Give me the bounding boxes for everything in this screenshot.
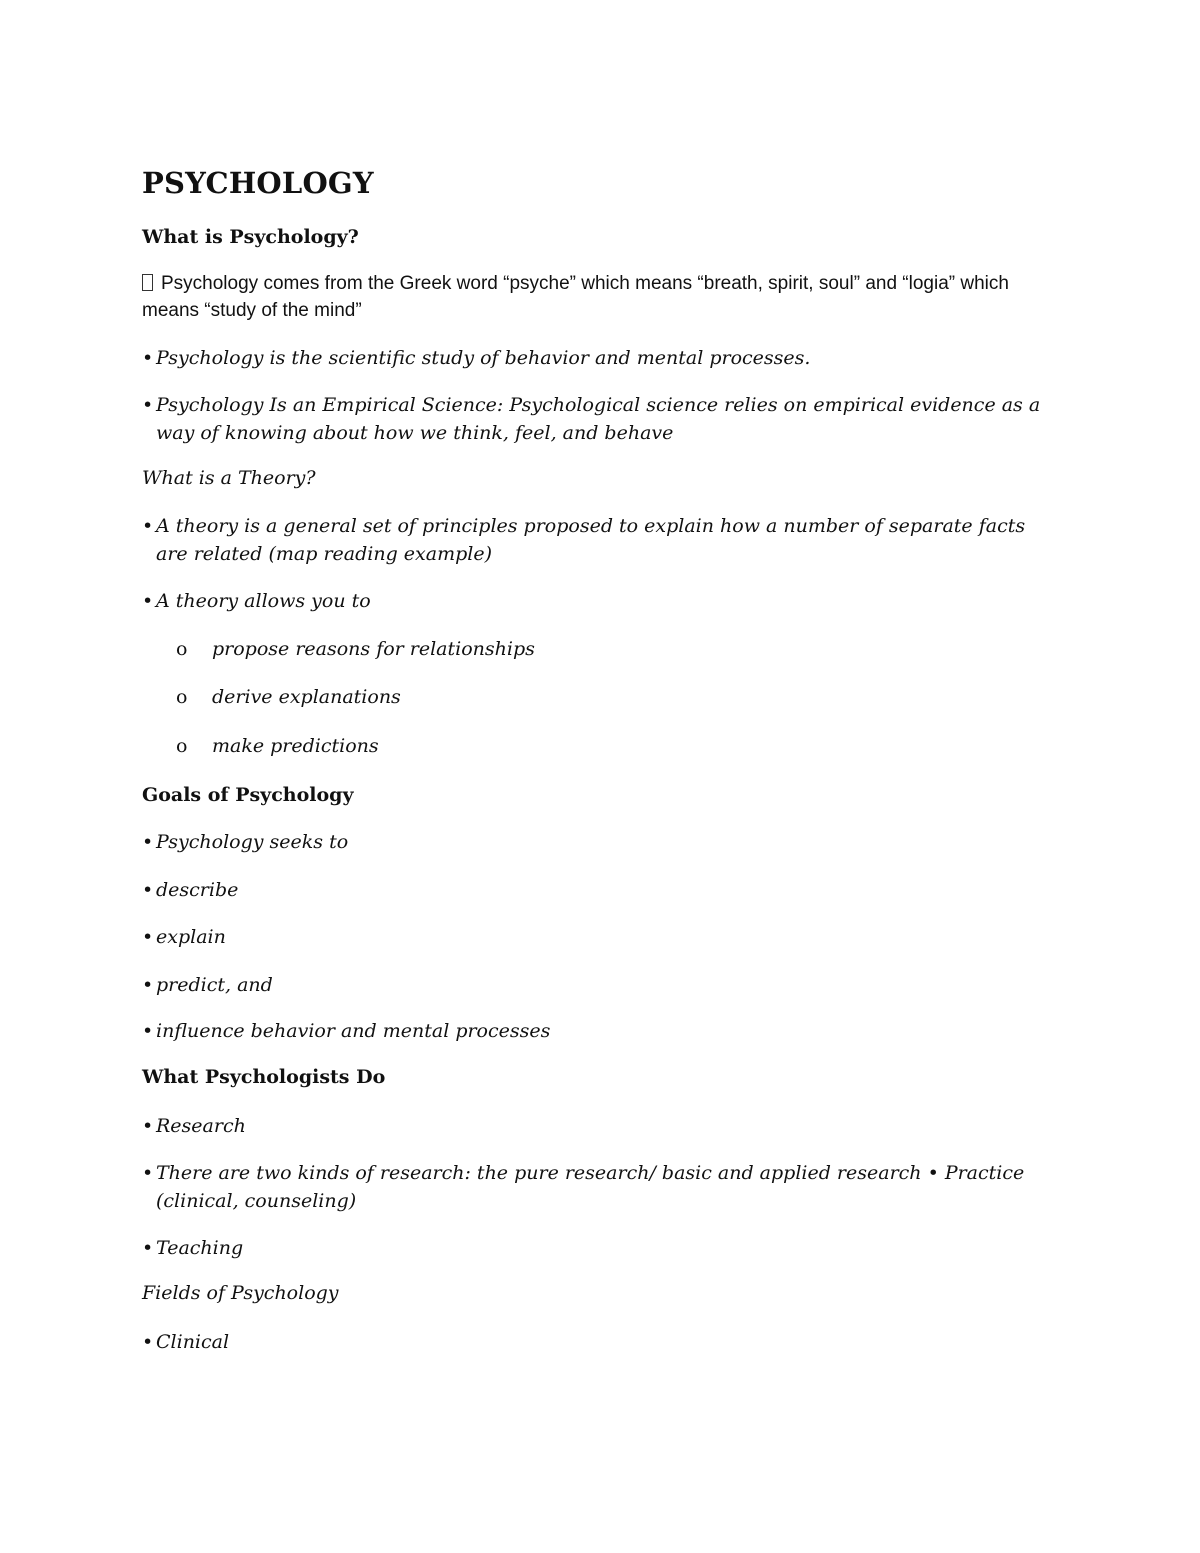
list-item — [142, 1112, 1042, 1140]
list-item — [142, 923, 1042, 951]
section-heading-what-is-psychology: What is Psychology? — [142, 226, 359, 248]
list-item-text: explain — [156, 926, 226, 948]
list-item — [142, 391, 1042, 447]
list-item-text: There are two kinds of research: the pure research/ basic and applied research • Practice (clinical, counseling) — [156, 1162, 1025, 1212]
bullet-icon: • — [142, 879, 154, 901]
sub-list-item-text: make predictions — [212, 735, 379, 757]
sub-list-item — [176, 732, 379, 760]
bullet-icon: • — [142, 1331, 154, 1353]
list-item — [142, 1328, 1042, 1356]
list-item — [142, 587, 1042, 615]
bullet-icon: • — [142, 926, 154, 948]
missing-glyph-icon — [142, 274, 153, 291]
bullet-icon: • — [142, 1020, 154, 1042]
section-heading-fields-of-psychology: Fields of Psychology — [142, 1282, 339, 1304]
intro-text: Psychology comes from the Greek word “psyche” which means “breath, spirit, soul” and “logia” which means “study of the mind” — [142, 273, 1009, 321]
bullet-icon: • — [142, 347, 154, 369]
bullet-icon: • — [142, 1237, 154, 1259]
list-item-text: Research — [156, 1115, 246, 1137]
sub-list-item-text: derive explanations — [212, 686, 401, 708]
list-item-text: Psychology Is an Empirical Science: Psychological science relies on empirical evidence as a way of knowing about how we think, feel, and behave — [156, 394, 1041, 444]
bullet-icon: • — [142, 590, 154, 612]
sub-bullet-icon: o — [176, 735, 188, 757]
list-item — [142, 971, 1042, 999]
document-title: PSYCHOLOGY — [142, 166, 374, 200]
sub-list-item — [176, 635, 535, 663]
section-heading-goals-of-psychology: Goals of Psychology — [142, 784, 354, 806]
list-item-text: Teaching — [156, 1237, 244, 1259]
bullet-icon: • — [142, 1162, 154, 1184]
bullet-icon: • — [142, 1115, 154, 1137]
bullet-icon: • — [142, 515, 154, 537]
sub-bullet-icon: o — [176, 638, 188, 660]
list-item — [142, 512, 1042, 568]
list-item — [142, 1234, 1042, 1262]
list-item-text: Psychology seeks to — [156, 831, 349, 853]
list-item — [142, 344, 1042, 372]
list-item-text: Psychology is the scientific study of behavior and mental processes. — [156, 347, 811, 369]
list-item-text: A theory is a general set of principles proposed to explain how a number of separate facts are related (map reading example) — [156, 515, 1026, 565]
list-item-text: describe — [156, 879, 239, 901]
list-item — [142, 1159, 1042, 1215]
section-heading-what-is-a-theory: What is a Theory? — [142, 467, 316, 489]
bullet-icon: • — [142, 394, 154, 416]
list-item — [142, 828, 1042, 856]
list-item — [142, 1017, 1042, 1045]
bullet-icon: • — [142, 831, 154, 853]
list-item-text: influence behavior and mental processes — [156, 1020, 551, 1042]
bullet-icon: • — [142, 974, 154, 996]
section-heading-what-psychologists-do: What Psychologists Do — [142, 1066, 386, 1088]
list-item — [142, 876, 1042, 904]
list-item-text: predict, and — [156, 974, 273, 996]
sub-bullet-icon: o — [176, 686, 188, 708]
list-item-text: Clinical — [156, 1331, 230, 1353]
sub-list-item — [176, 683, 401, 711]
intro-paragraph — [142, 270, 1042, 324]
list-item-text: A theory allows you to — [156, 590, 371, 612]
sub-list-item-text: propose reasons for relationships — [212, 638, 535, 660]
